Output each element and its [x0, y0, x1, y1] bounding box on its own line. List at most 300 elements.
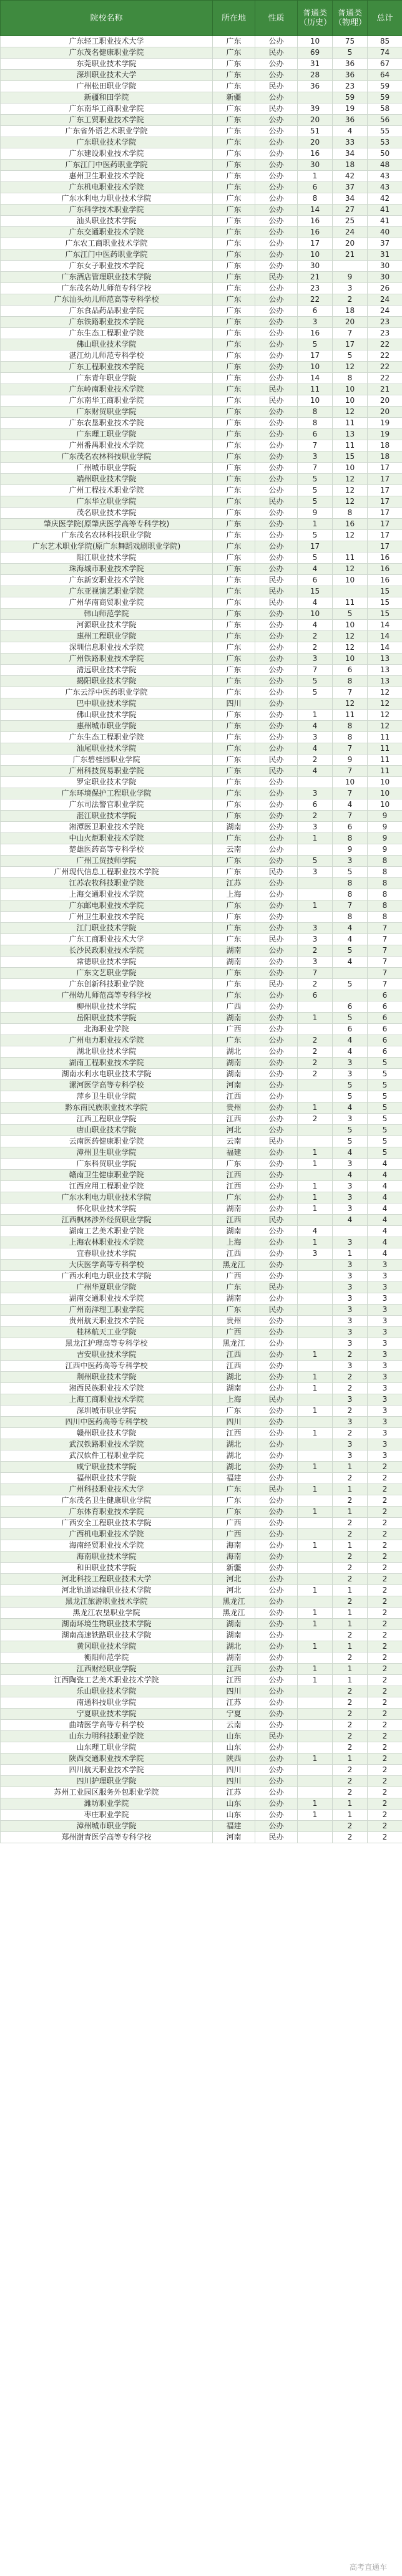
cell-physics: 3: [333, 1181, 368, 1192]
cell-school-name: 上海农林职业技术学院: [1, 1237, 213, 1248]
cell-physics: 1: [333, 1810, 368, 1821]
cell-physics: 7: [333, 743, 368, 755]
cell-location: 广东: [213, 968, 255, 979]
cell-type: 公办: [255, 485, 298, 496]
cell-location: 河南: [213, 1832, 255, 1843]
cell-physics: 3: [333, 1417, 368, 1428]
cell-type: 公办: [255, 620, 298, 631]
cell-school-name: 广东南华工商职业学院: [1, 104, 213, 115]
cell-location: 广东: [213, 519, 255, 530]
cell-type: 公办: [255, 1742, 298, 1754]
cell-type: 公办: [255, 1439, 298, 1450]
table-row: [1, 1383, 402, 1394]
cell-physics: 8: [333, 676, 368, 687]
cell-total: 53: [368, 137, 402, 148]
cell-school-name: 武汉软件工程职业学院: [1, 1450, 213, 1462]
cell-location: 湖北: [213, 1372, 255, 1383]
cell-total: 3: [368, 1282, 402, 1293]
cell-school-name: 广西机电职业技术学院: [1, 1529, 213, 1540]
cell-history: 23: [298, 283, 333, 294]
cell-history: 10: [298, 395, 333, 407]
cell-physics: 11: [333, 440, 368, 451]
cell-type: 公办: [255, 833, 298, 844]
cell-history: 9: [298, 508, 333, 519]
cell-history: [298, 1338, 333, 1349]
cell-type: 公办: [255, 1102, 298, 1114]
cell-physics: 11: [333, 710, 368, 721]
cell-history: [298, 92, 333, 104]
cell-history: [298, 1136, 333, 1147]
cell-school-name: 中山火炬职业技术学院: [1, 833, 213, 844]
cell-location: 湖南: [213, 957, 255, 968]
cell-location: 广东: [213, 373, 255, 384]
cell-history: 30: [298, 261, 333, 272]
cell-location: 四川: [213, 698, 255, 710]
cell-physics: 18: [333, 160, 368, 171]
cell-location: 江西: [213, 1349, 255, 1361]
cell-physics: 9: [333, 844, 368, 856]
cell-physics: 21: [333, 249, 368, 261]
table-row: [1, 36, 402, 47]
cell-school-name: 怀化职业技术学院: [1, 1204, 213, 1215]
cell-location: 湖南: [213, 1013, 255, 1024]
cell-school-name: 广州番禺职业技术学院: [1, 440, 213, 451]
table-row: [1, 272, 402, 283]
cell-physics: 4: [333, 957, 368, 968]
header-location: 所在地: [213, 1, 255, 36]
cell-total: 2: [368, 1574, 402, 1585]
cell-type: 公办: [255, 1821, 298, 1832]
cell-school-name: 湛江幼儿师范专科学校: [1, 350, 213, 362]
cell-history: 7: [298, 968, 333, 979]
cell-school-name: 广东文艺职业学院: [1, 968, 213, 979]
cell-location: 广东: [213, 104, 255, 115]
cell-type: 公办: [255, 126, 298, 137]
cell-school-name: 广东云浮中医药职业学院: [1, 687, 213, 698]
table-row: [1, 597, 402, 609]
cell-history: [298, 1394, 333, 1406]
table-row: [1, 1237, 402, 1248]
cell-history: 1: [298, 1349, 333, 1361]
cell-physics: 11: [333, 418, 368, 429]
table-row: [1, 384, 402, 395]
cell-location: 上海: [213, 1237, 255, 1248]
cell-history: 7: [298, 440, 333, 451]
cell-type: 公办: [255, 1495, 298, 1507]
cell-total: 6: [368, 1035, 402, 1046]
cell-physics: 20: [333, 238, 368, 249]
cell-history: [298, 1439, 333, 1450]
cell-school-name: 广东工贸职业技术学院: [1, 115, 213, 126]
table-row: [1, 126, 402, 137]
cell-physics: 10: [333, 654, 368, 665]
cell-type: 公办: [255, 440, 298, 451]
cell-total: 3: [368, 1439, 402, 1450]
cell-school-name: 广东茂名卫生健康职业学院: [1, 1495, 213, 1507]
cell-physics: 2: [333, 1652, 368, 1664]
cell-location: 江西: [213, 1664, 255, 1675]
cell-location: 河北: [213, 1585, 255, 1596]
cell-location: 广东: [213, 1192, 255, 1204]
cell-school-name: 河源职业技术学院: [1, 620, 213, 631]
cell-history: 6: [298, 799, 333, 811]
cell-school-name: 韩山师范学院: [1, 609, 213, 620]
cell-total: 2: [368, 1495, 402, 1507]
cell-school-name: 赣州职业技术学院: [1, 1428, 213, 1439]
cell-history: 2: [298, 1058, 333, 1069]
cell-history: [298, 1215, 333, 1226]
cell-total: 11: [368, 755, 402, 766]
table-row: [1, 1305, 402, 1316]
cell-school-name: 广东环境保护工程职业学院: [1, 788, 213, 799]
cell-total: 3: [368, 1338, 402, 1349]
cell-type: 公办: [255, 878, 298, 889]
cell-physics: 2: [333, 1765, 368, 1776]
cell-location: 湖南: [213, 1058, 255, 1069]
cell-location: 广东: [213, 160, 255, 171]
cell-type: 公办: [255, 1652, 298, 1664]
table-row: [1, 1136, 402, 1147]
table-row: [1, 1316, 402, 1327]
cell-school-name: 南通科技职业学院: [1, 1697, 213, 1709]
cell-physics: 12: [333, 407, 368, 418]
cell-history: 1: [298, 1810, 333, 1821]
cell-location: 广东: [213, 676, 255, 687]
cell-type: 公办: [255, 463, 298, 474]
cell-total: 3: [368, 1271, 402, 1282]
cell-history: [298, 1305, 333, 1316]
table-row: [1, 1754, 402, 1765]
cell-total: 12: [368, 698, 402, 710]
table-row: [1, 1271, 402, 1282]
cell-school-name: 枣庄职业学院: [1, 1810, 213, 1821]
cell-school-name: 潍坊职业学院: [1, 1798, 213, 1810]
cell-type: 公办: [255, 429, 298, 440]
cell-school-name: 阳江职业技术学院: [1, 552, 213, 564]
table-row: [1, 1428, 402, 1439]
table-row: [1, 261, 402, 272]
cell-total: 30: [368, 272, 402, 283]
cell-type: 公办: [255, 1226, 298, 1237]
cell-location: 四川: [213, 1765, 255, 1776]
table-row: [1, 1742, 402, 1754]
cell-type: 民办: [255, 979, 298, 990]
table-row: [1, 182, 402, 193]
table-row: [1, 1248, 402, 1260]
cell-school-name: 广东水利电力职业技术学院: [1, 193, 213, 205]
cell-total: 2: [368, 1608, 402, 1619]
cell-type: 公办: [255, 900, 298, 912]
cell-location: 云南: [213, 1136, 255, 1147]
cell-total: 18: [368, 451, 402, 463]
cell-location: 广东: [213, 294, 255, 306]
cell-school-name: 惠州城市职业学院: [1, 721, 213, 732]
cell-history: 6: [298, 575, 333, 586]
cell-type: 公办: [255, 328, 298, 339]
table-row: [1, 1462, 402, 1473]
cell-history: [298, 698, 333, 710]
cell-location: 湖南: [213, 1204, 255, 1215]
cell-physics: 3: [333, 1271, 368, 1282]
cell-type: 公办: [255, 227, 298, 238]
table-row: [1, 407, 402, 418]
table-row: [1, 1147, 402, 1159]
table-row: [1, 1574, 402, 1585]
cell-total: 2: [368, 1686, 402, 1697]
cell-location: 广东: [213, 900, 255, 912]
cell-total: 18: [368, 440, 402, 451]
cell-type: 公办: [255, 732, 298, 743]
cell-history: 8: [298, 418, 333, 429]
cell-school-name: 端州职业技术学院: [1, 474, 213, 485]
cell-physics: 1: [333, 1585, 368, 1596]
table-row: [1, 92, 402, 104]
cell-location: 广东: [213, 272, 255, 283]
cell-location: 湖北: [213, 1450, 255, 1462]
table-row: [1, 47, 402, 59]
table-row: [1, 856, 402, 867]
cell-type: 公办: [255, 1641, 298, 1652]
cell-total: 19: [368, 429, 402, 440]
cell-type: 民办: [255, 867, 298, 878]
table-row: [1, 429, 402, 440]
cell-school-name: 漯河医学高等专科学校: [1, 1080, 213, 1091]
cell-type: 公办: [255, 373, 298, 384]
cell-school-name: 广东碧桂园职业学院: [1, 755, 213, 766]
cell-location: 湖南: [213, 1069, 255, 1080]
cell-history: 11: [298, 384, 333, 395]
cell-school-name: 江门职业技术学院: [1, 923, 213, 934]
table-row: [1, 755, 402, 766]
cell-location: 广东: [213, 654, 255, 665]
table-row: [1, 889, 402, 900]
cell-location: 广东: [213, 362, 255, 373]
cell-physics: 9: [333, 272, 368, 283]
cell-total: 2: [368, 1832, 402, 1843]
cell-location: 江苏: [213, 1697, 255, 1709]
cell-total: 4: [368, 1159, 402, 1170]
table-row: [1, 1013, 402, 1024]
cell-type: 公办: [255, 1293, 298, 1305]
table-row: [1, 137, 402, 148]
cell-type: 公办: [255, 1181, 298, 1192]
cell-location: 山东: [213, 1798, 255, 1810]
table-row: [1, 1787, 402, 1798]
cell-location: 湖北: [213, 1462, 255, 1473]
cell-location: 江西: [213, 1091, 255, 1102]
cell-location: 广东: [213, 238, 255, 249]
cell-history: 2: [298, 1114, 333, 1125]
cell-type: 公办: [255, 508, 298, 519]
cell-history: 3: [298, 1248, 333, 1260]
cell-location: 广东: [213, 205, 255, 216]
cell-type: 公办: [255, 1462, 298, 1473]
table-row: [1, 620, 402, 631]
cell-type: 公办: [255, 631, 298, 642]
cell-school-name: 湖南工艺美术职业学院: [1, 1226, 213, 1237]
cell-physics: 9: [333, 755, 368, 766]
table-row: [1, 1181, 402, 1192]
cell-type: 公办: [255, 687, 298, 698]
table-row: [1, 463, 402, 474]
cell-school-name: 荆州职业技术学院: [1, 1372, 213, 1383]
cell-location: 陕西: [213, 1754, 255, 1765]
cell-total: 37: [368, 238, 402, 249]
cell-school-name: 东莞职业技术学院: [1, 59, 213, 70]
table-row: [1, 1832, 402, 1843]
cell-school-name: 广东青年职业学院: [1, 373, 213, 384]
cell-total: 5: [368, 1091, 402, 1102]
cell-physics: 6: [333, 822, 368, 833]
cell-total: 10: [368, 777, 402, 788]
cell-physics: 12: [333, 485, 368, 496]
cell-type: 公办: [255, 1147, 298, 1159]
table-row: [1, 1035, 402, 1046]
table-row: [1, 171, 402, 182]
cell-total: 14: [368, 620, 402, 631]
cell-history: 7: [298, 463, 333, 474]
cell-location: 广东: [213, 474, 255, 485]
cell-type: 公办: [255, 1551, 298, 1563]
cell-location: 广东: [213, 732, 255, 743]
cell-physics: 10: [333, 777, 368, 788]
table-row: [1, 1372, 402, 1383]
cell-total: 42: [368, 193, 402, 205]
cell-type: 民办: [255, 272, 298, 283]
cell-physics: 3: [333, 1069, 368, 1080]
cell-history: 1: [298, 1372, 333, 1383]
table-row: [1, 844, 402, 856]
table-row: [1, 1406, 402, 1417]
cell-type: 公办: [255, 1125, 298, 1136]
table-row: [1, 1159, 402, 1170]
cell-school-name: 佛山职业技术学院: [1, 710, 213, 721]
table-row: [1, 665, 402, 676]
cell-type: 公办: [255, 710, 298, 721]
cell-type: 民办: [255, 81, 298, 92]
cell-type: 公办: [255, 1608, 298, 1619]
cell-type: 公办: [255, 1361, 298, 1372]
cell-physics: 2: [333, 1776, 368, 1787]
cell-location: 贵州: [213, 1102, 255, 1114]
cell-location: 江苏: [213, 1787, 255, 1798]
cell-history: 5: [298, 474, 333, 485]
cell-school-name: 黑龙江农垦职业学院: [1, 1608, 213, 1619]
cell-history: [298, 1518, 333, 1529]
cell-school-name: 广东汕头幼儿师范高等专科学校: [1, 294, 213, 306]
cell-type: 公办: [255, 1013, 298, 1024]
cell-type: 公办: [255, 552, 298, 564]
cell-location: 广东: [213, 811, 255, 822]
cell-physics: 6: [333, 1001, 368, 1013]
cell-total: 8: [368, 878, 402, 889]
cell-physics: 12: [333, 530, 368, 541]
cell-physics: 1: [333, 1507, 368, 1518]
cell-school-name: 河北科技工程职业技术大学: [1, 1574, 213, 1585]
table-row: [1, 990, 402, 1001]
cell-school-name: 深圳信息职业技术学院: [1, 642, 213, 654]
table-row: [1, 373, 402, 384]
cell-school-name: 广东省外语艺术职业学院: [1, 126, 213, 137]
cell-physics: 4: [333, 799, 368, 811]
table-row: [1, 1810, 402, 1821]
cell-location: 广东: [213, 755, 255, 766]
cell-location: 广东: [213, 530, 255, 541]
cell-history: 2: [298, 631, 333, 642]
header-physics: 普通类 （物理）: [333, 1, 368, 36]
cell-physics: 42: [333, 171, 368, 182]
cell-history: 1: [298, 1159, 333, 1170]
cell-physics: 13: [333, 429, 368, 440]
table-row: [1, 59, 402, 70]
table-row: [1, 766, 402, 777]
table-row: [1, 1091, 402, 1102]
table-row: [1, 1338, 402, 1349]
cell-history: 2: [298, 642, 333, 654]
cell-school-name: 湖南交通职业技术学院: [1, 1293, 213, 1305]
table-row: [1, 710, 402, 721]
cell-location: 广东: [213, 631, 255, 642]
table-row: [1, 1204, 402, 1215]
cell-type: 公办: [255, 350, 298, 362]
cell-history: 4: [298, 721, 333, 732]
cell-history: 16: [298, 148, 333, 160]
cell-type: 公办: [255, 407, 298, 418]
table-row: [1, 957, 402, 968]
cell-total: 2: [368, 1664, 402, 1675]
cell-history: 16: [298, 227, 333, 238]
cell-school-name: 汕尾职业技术学院: [1, 743, 213, 755]
cell-location: 广东: [213, 171, 255, 182]
cell-physics: 1: [333, 1641, 368, 1652]
cell-school-name: 湘西民族职业技术学院: [1, 1383, 213, 1394]
cell-history: [298, 1327, 333, 1338]
table-row: [1, 249, 402, 261]
cell-total: 16: [368, 552, 402, 564]
cell-type: 公办: [255, 362, 298, 373]
cell-physics: 3: [333, 1058, 368, 1069]
cell-physics: 5: [333, 945, 368, 957]
cell-history: 8: [298, 193, 333, 205]
table-row: [1, 687, 402, 698]
cell-total: 8: [368, 856, 402, 867]
cell-location: 广东: [213, 1406, 255, 1417]
cell-type: 公办: [255, 957, 298, 968]
cell-history: 3: [298, 788, 333, 799]
table-row: [1, 1170, 402, 1181]
cell-physics: 5: [333, 1013, 368, 1024]
table-row: [1, 698, 402, 710]
cell-school-name: 萍乡卫生职业学院: [1, 1091, 213, 1102]
cell-type: 公办: [255, 418, 298, 429]
table-row: [1, 227, 402, 238]
cell-history: 1: [298, 1540, 333, 1551]
table-row: [1, 496, 402, 508]
cell-location: 广东: [213, 283, 255, 294]
cell-physics: 11: [333, 552, 368, 564]
cell-location: 四川: [213, 1686, 255, 1697]
cell-location: 广东: [213, 934, 255, 945]
cell-physics: 34: [333, 193, 368, 205]
table-row: [1, 1652, 402, 1664]
cell-history: [298, 1091, 333, 1102]
cell-school-name: 河北轨道运输职业技术学院: [1, 1585, 213, 1596]
cell-type: 公办: [255, 249, 298, 261]
cell-total: 67: [368, 59, 402, 70]
cell-location: 广东: [213, 463, 255, 474]
cell-physics: 7: [333, 811, 368, 822]
cell-total: 7: [368, 979, 402, 990]
